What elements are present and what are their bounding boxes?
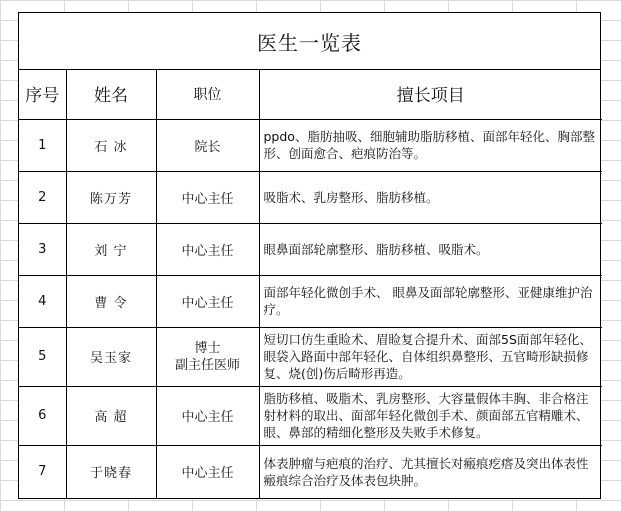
- table-row: [19, 445, 602, 498]
- row-no: 2: [19, 171, 66, 223]
- row-name: 于晓春: [66, 445, 156, 498]
- table-row: [19, 275, 602, 327]
- row-position-rank: 副主任医师: [174, 357, 240, 373]
- row-no: 5: [19, 327, 66, 386]
- header-position: 职位: [156, 69, 259, 119]
- row-name: 石 冰: [66, 119, 156, 171]
- table-row: [19, 171, 602, 223]
- row-position: 中心主任: [156, 171, 259, 223]
- row-position: 中心主任: [156, 386, 259, 445]
- row-position: [156, 327, 259, 386]
- header-row: [19, 69, 602, 119]
- row-name: 曹 令: [66, 275, 156, 327]
- row-position: 中心主任: [156, 275, 259, 327]
- table-row: [19, 223, 602, 275]
- row-name: 刘 宁: [66, 223, 156, 275]
- header-name: 姓名: [66, 69, 156, 119]
- table-row: [19, 386, 602, 445]
- header-skills: 擅长项目: [259, 69, 602, 119]
- row-no: 6: [19, 386, 66, 445]
- table-row: [19, 119, 602, 171]
- row-name: 高 超: [66, 386, 156, 445]
- doctor-table: [19, 69, 602, 498]
- row-position: 中心主任: [156, 223, 259, 275]
- table-row: [19, 327, 602, 386]
- row-skills: 吸脂术、乳房整形、脂肪移植。: [259, 171, 602, 223]
- row-name: 吴玉家: [66, 327, 156, 386]
- row-no: 4: [19, 275, 66, 327]
- row-skills: ppdo、脂肪抽吸、细胞辅助脂肪移植、面部年轻化、胸部整形、创面愈合、疤痕防治等。: [259, 119, 602, 171]
- row-no: 7: [19, 445, 66, 498]
- doctor-list-sheet: [18, 12, 601, 499]
- row-skills: 面部年轻化微创手术、 眼鼻及面部轮廓整形、亚健康维护治疗。: [259, 275, 602, 327]
- row-skills: 体表肿瘤与疤痕的治疗、尤其擅长对瘢痕疙瘩及突出体表性瘢痕综合治疗及体表包块肿。: [259, 445, 602, 498]
- row-name: 陈万芳: [66, 171, 156, 223]
- row-position: 中心主任: [156, 445, 259, 498]
- header-no: 序号: [19, 69, 66, 119]
- row-skills: 眼鼻面部轮廓整形、脂肪移植、吸脂术。: [259, 223, 602, 275]
- row-skills: 短切口仿生重睑术、眉睑复合提升术、面部5S面部年轻化、眼袋入路面中部年轻化、自体组织鼻整形、五官畸形缺损修复、烧(创)伤后畸形再造。: [259, 327, 602, 386]
- row-no: 1: [19, 119, 66, 171]
- row-skills: 脂肪移植、吸脂术、乳房整形、大容量假体丰胸、非合格注射材料的取出、面部年轻化微创手术、颜面部五官精雕术、眼、鼻部的精细化整形及失败手术修复。: [259, 386, 602, 445]
- row-no: 3: [19, 223, 66, 275]
- row-position: 院长: [156, 119, 259, 171]
- sheet-title: 医生一览表: [19, 13, 600, 70]
- row-position-degree: 博士: [194, 340, 221, 356]
